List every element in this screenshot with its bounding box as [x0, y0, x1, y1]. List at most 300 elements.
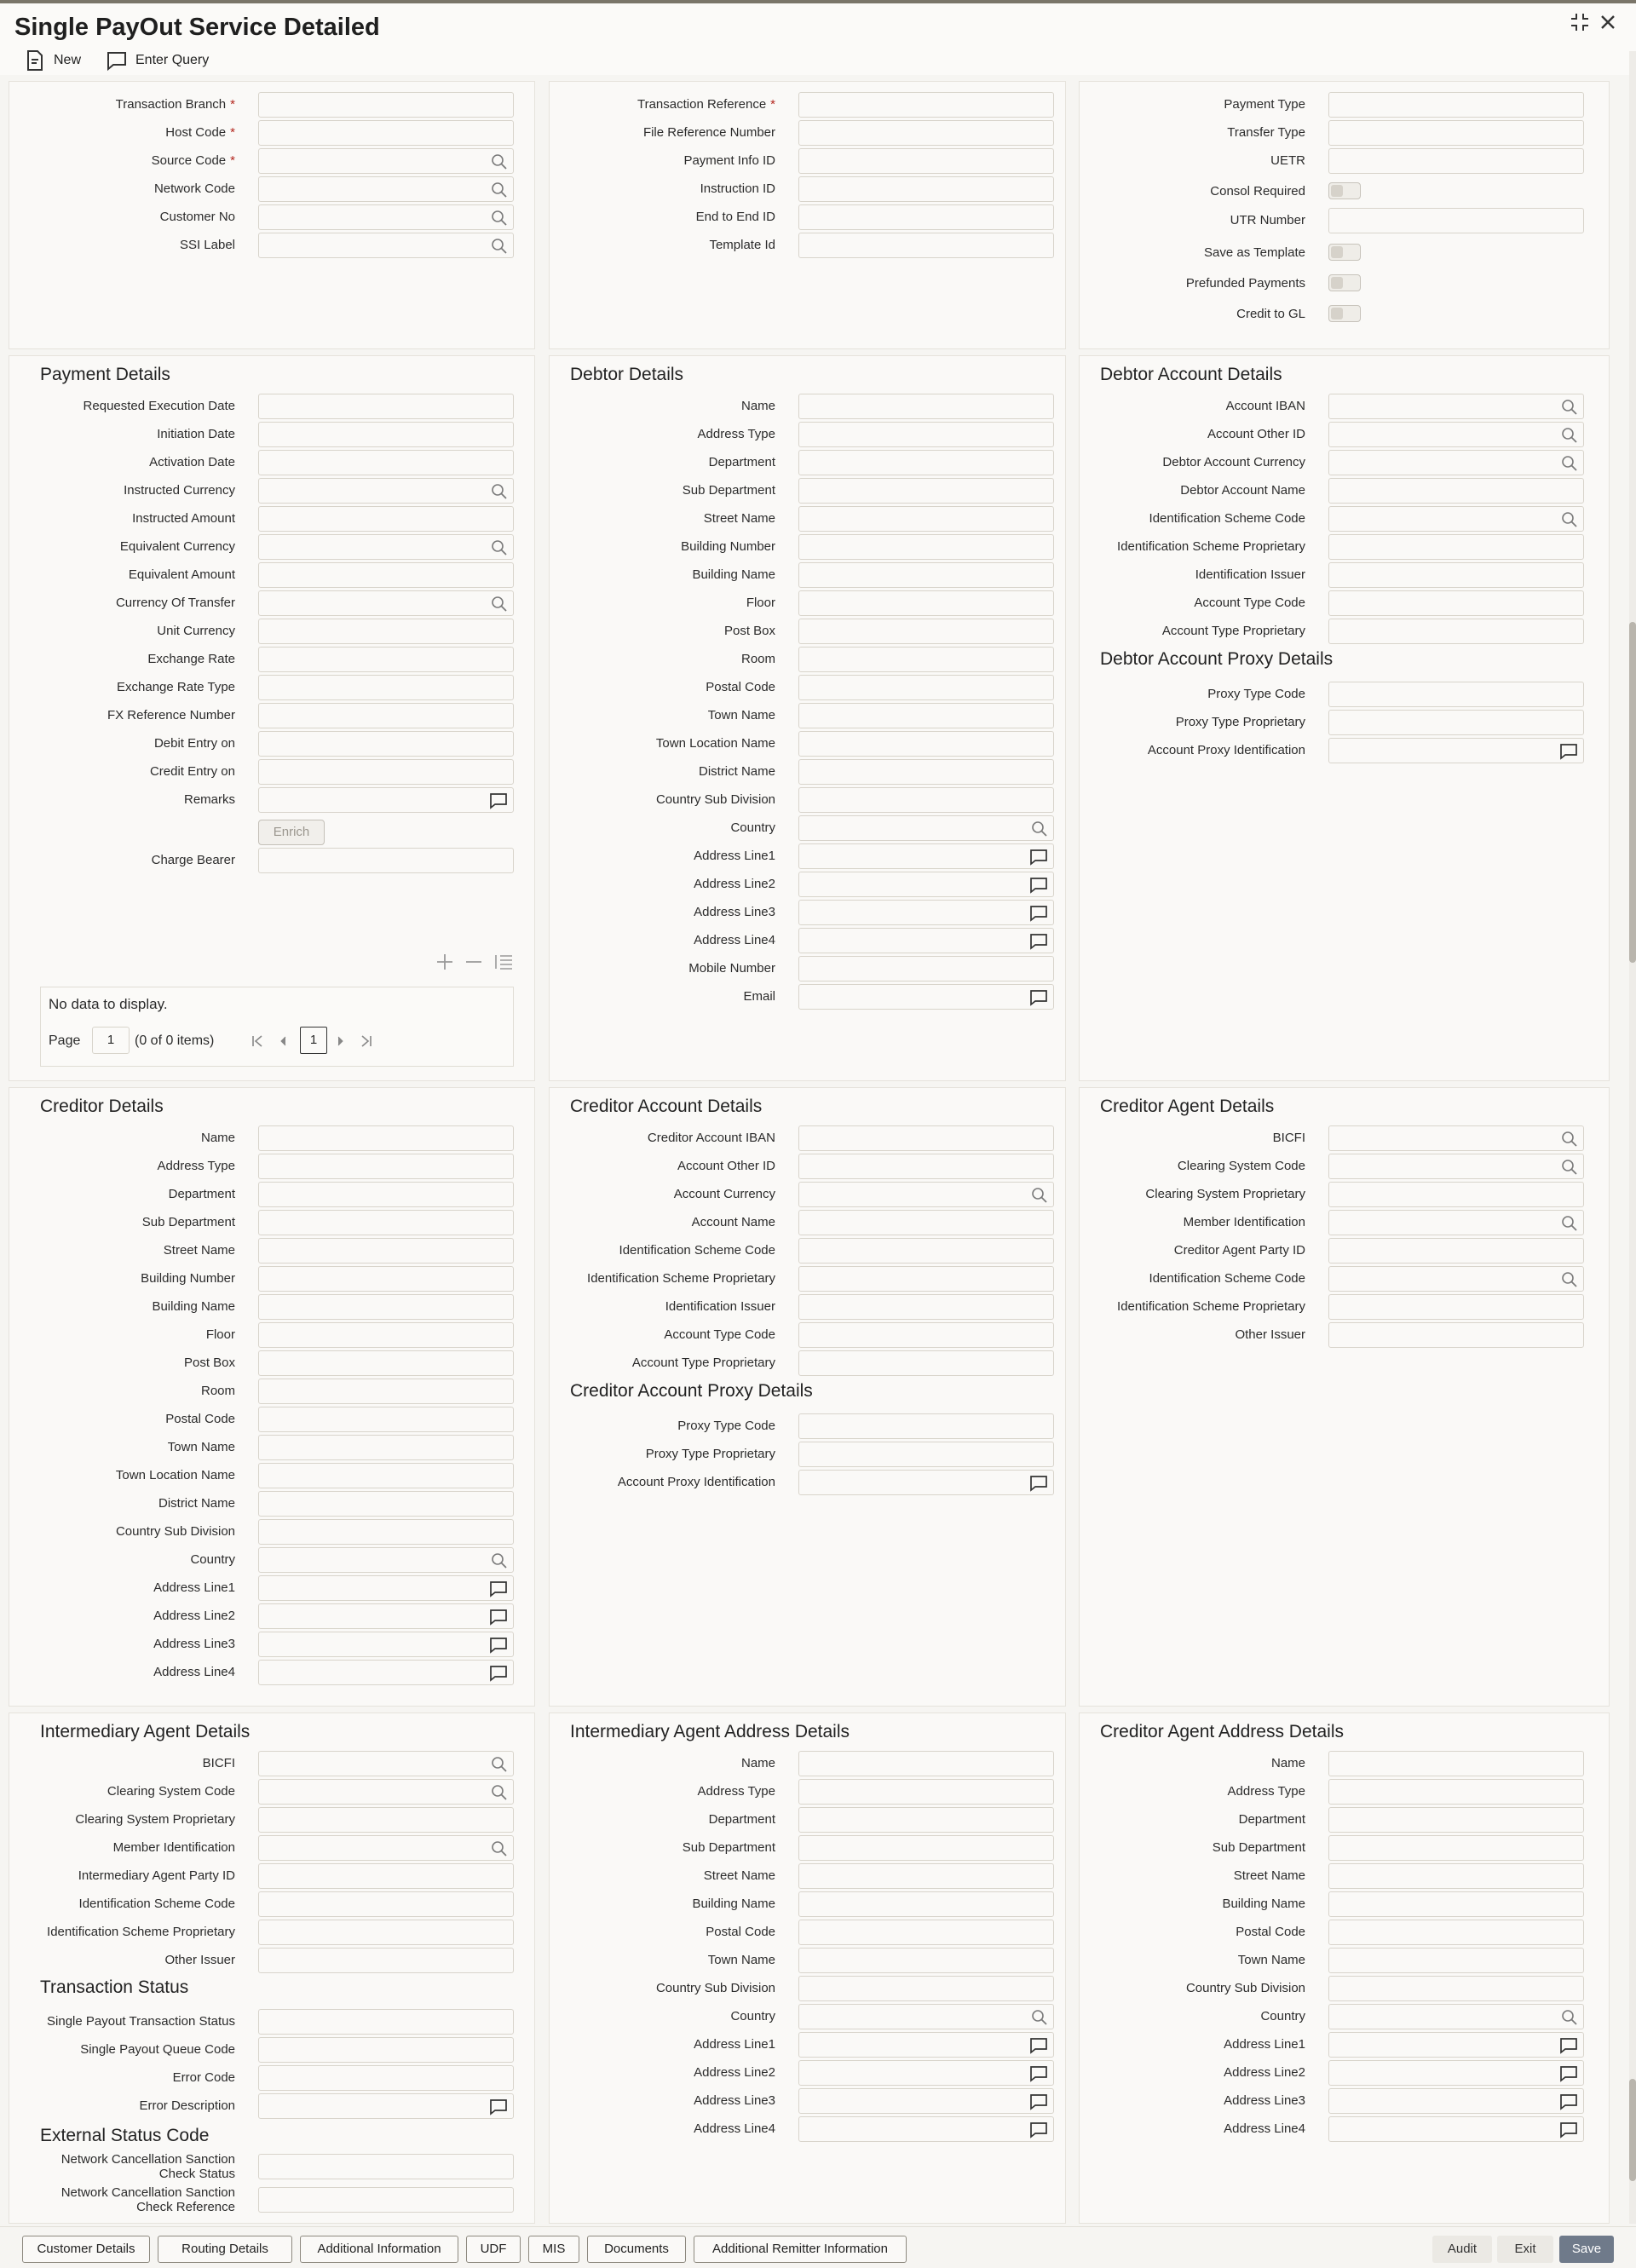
collapse-icon[interactable]: [1570, 12, 1590, 38]
bicfi-input[interactable]: [1328, 1125, 1584, 1151]
identification-scheme-proprietary-input[interactable]: [1328, 1294, 1584, 1320]
comment-icon[interactable]: [1029, 849, 1048, 870]
transaction-branch-input[interactable]: [258, 92, 514, 118]
comment-icon[interactable]: [1029, 933, 1048, 954]
district-name-input[interactable]: [258, 1491, 514, 1517]
town-location-name-input[interactable]: [798, 731, 1054, 757]
town-name-label-text: Town Name: [167, 1440, 235, 1454]
prev-page-icon[interactable]: [278, 1034, 288, 1052]
postal-code-label: [1236, 1925, 1305, 1939]
single-payout-transaction-status-input[interactable]: [258, 2009, 514, 2035]
save-button[interactable]: Save: [1559, 2236, 1614, 2263]
file-reference-number-input[interactable]: [798, 120, 1054, 146]
country-input[interactable]: [1328, 2004, 1584, 2029]
member-identification-label-text: Member Identification: [112, 1840, 235, 1855]
address-line1-input[interactable]: [1328, 2032, 1584, 2058]
footer-tab-additional-information[interactable]: Additional Information: [300, 2236, 458, 2263]
street-name-input[interactable]: [798, 506, 1054, 532]
debtor-account-name-input[interactable]: [1328, 478, 1584, 504]
utr-number-label-text: UTR Number: [1230, 213, 1305, 227]
name-input[interactable]: [258, 1125, 514, 1151]
file-reference-number-label: [643, 125, 775, 140]
search-icon[interactable]: [491, 596, 508, 617]
proxy-type-code-input[interactable]: [1328, 682, 1584, 707]
comment-icon[interactable]: [1559, 2065, 1578, 2087]
creditor-agent-party-id-input[interactable]: [1328, 1238, 1584, 1264]
identification-issuer-label: [665, 1299, 775, 1314]
comment-icon[interactable]: [489, 2098, 508, 2120]
account-proxy-identification-label-text: Account Proxy Identification: [617, 1475, 775, 1489]
prefunded-payments-toggle[interactable]: [1328, 274, 1361, 291]
account-type-code-input[interactable]: [1328, 590, 1584, 616]
instructed-currency-input[interactable]: [258, 478, 514, 504]
town-name-input[interactable]: [258, 1435, 514, 1460]
address-type-input[interactable]: [258, 1154, 514, 1179]
exit-button[interactable]: Exit: [1497, 2236, 1553, 2263]
postal-code-input[interactable]: [798, 675, 1054, 700]
comment-icon[interactable]: [489, 1580, 508, 1602]
remarks-label-text: Remarks: [183, 792, 235, 807]
identification-scheme-proprietary-input[interactable]: [258, 1920, 514, 1945]
proxy-type-code-label-text: Proxy Type Code: [1207, 687, 1305, 701]
search-icon[interactable]: [491, 539, 508, 561]
identification-scheme-code-input[interactable]: [798, 1238, 1054, 1264]
search-icon[interactable]: [491, 181, 508, 203]
post-box-input[interactable]: [258, 1350, 514, 1376]
network-cancellation-sanction-check-reference-label-line1: Network Cancellation Sanction: [60, 2185, 235, 2200]
address-line2-label: [1224, 2065, 1305, 2080]
comment-icon[interactable]: [489, 1609, 508, 1630]
footer-tab-mis[interactable]: MIS: [528, 2236, 579, 2263]
scrollbar-thumb-lower[interactable]: [1629, 2079, 1636, 2181]
currency-of-transfer-input[interactable]: [258, 590, 514, 616]
clearing-system-code-input[interactable]: [1328, 1154, 1584, 1179]
account-type-proprietary-label-text: Account Type Proprietary: [631, 1356, 775, 1370]
address-line2-input[interactable]: [1328, 2060, 1584, 2086]
street-name-label-text: Street Name: [703, 1868, 775, 1883]
address-line2-input[interactable]: [258, 1603, 514, 1629]
country-input[interactable]: [258, 1547, 514, 1573]
comment-icon[interactable]: [1559, 743, 1578, 764]
postal-code-input[interactable]: [258, 1407, 514, 1432]
account-currency-input[interactable]: [798, 1182, 1054, 1207]
account-name-input[interactable]: [798, 1210, 1054, 1235]
identification-scheme-code-label-text: Identification Scheme Code: [1149, 511, 1305, 526]
comment-icon[interactable]: [1029, 877, 1048, 898]
host-code-input[interactable]: [258, 120, 514, 146]
other-issuer-input[interactable]: [258, 1948, 514, 1973]
country-sub-division-label: [1186, 1981, 1305, 1995]
single-payout-queue-code-input[interactable]: [258, 2037, 514, 2063]
address-line4-label: [694, 933, 775, 947]
credit-entry-on-input[interactable]: [258, 759, 514, 785]
building-number-input[interactable]: [798, 534, 1054, 560]
account-other-id-label-text: Account Other ID: [1207, 427, 1305, 441]
account-proxy-identification-input[interactable]: [798, 1470, 1054, 1495]
town-name-input[interactable]: [798, 703, 1054, 728]
account-type-proprietary-input[interactable]: [1328, 619, 1584, 644]
account-other-id-input[interactable]: [1328, 422, 1584, 447]
end-to-end-id-input[interactable]: [798, 204, 1054, 230]
address-line3-input[interactable]: [798, 900, 1054, 925]
identification-issuer-input[interactable]: [798, 1294, 1054, 1320]
address-line3-input[interactable]: [798, 2088, 1054, 2114]
equivalent-amount-input[interactable]: [258, 562, 514, 588]
account-type-code-label: [1194, 596, 1305, 610]
search-icon[interactable]: [1561, 455, 1578, 476]
account-iban-input[interactable]: [1328, 394, 1584, 419]
post-box-label: [184, 1356, 235, 1370]
proxy-type-proprietary-label-text: Proxy Type Proprietary: [1175, 715, 1305, 729]
credit-to-gl-toggle[interactable]: [1328, 305, 1361, 322]
clearing-system-code-input[interactable]: [258, 1779, 514, 1805]
address-line4-input[interactable]: [798, 928, 1054, 953]
single-payout-transaction-status-label-text: Single Payout Transaction Status: [47, 2014, 235, 2029]
account-proxy-identification-input[interactable]: [1328, 738, 1584, 763]
add-row-icon[interactable]: [435, 953, 454, 976]
toolbar: [0, 46, 1636, 75]
payment-type-input[interactable]: [1328, 92, 1584, 118]
search-icon[interactable]: [491, 1552, 508, 1574]
sub-department-input[interactable]: [798, 1835, 1054, 1861]
proxy-type-proprietary-input[interactable]: [798, 1442, 1054, 1467]
district-name-input[interactable]: [798, 759, 1054, 785]
search-icon[interactable]: [1561, 511, 1578, 532]
name-input[interactable]: [798, 394, 1054, 419]
country-input[interactable]: [798, 815, 1054, 841]
identification-scheme-code-input[interactable]: [258, 1891, 514, 1917]
country-sub-division-input[interactable]: [798, 1976, 1054, 2001]
address-line1-input[interactable]: [258, 1575, 514, 1601]
identification-issuer-label-text: Identification Issuer: [1195, 567, 1305, 582]
address-line1-input[interactable]: [798, 2032, 1054, 2058]
network-cancellation-sanction-check-status-label-line2: Check Status: [158, 2167, 235, 2181]
address-line4-label-text: Address Line4: [1224, 2121, 1305, 2136]
last-page-icon[interactable]: [360, 1034, 373, 1052]
new-label: New: [54, 53, 82, 67]
address-line2-label-text: Address Line2: [694, 877, 775, 891]
town-location-name-input[interactable]: [258, 1463, 514, 1488]
search-icon[interactable]: [1561, 1215, 1578, 1236]
building-name-input[interactable]: [1328, 1891, 1584, 1917]
address-type-input[interactable]: [798, 1779, 1054, 1805]
single-payout-transaction-status-label: [47, 2014, 235, 2029]
postal-code-input[interactable]: [798, 1920, 1054, 1945]
identification-scheme-proprietary-input[interactable]: [1328, 534, 1584, 560]
address-line2-input[interactable]: [798, 872, 1054, 897]
debtor-account-currency-label: [1162, 455, 1305, 469]
utr-number-input[interactable]: [1328, 208, 1584, 233]
comment-icon[interactable]: [1029, 2037, 1048, 2058]
remarks-input[interactable]: [258, 787, 514, 813]
new-button[interactable]: [24, 49, 81, 72]
first-page-icon[interactable]: [251, 1034, 264, 1052]
payment-info-id-label-text: Payment Info ID: [683, 153, 775, 168]
creditor-account-iban-input[interactable]: [798, 1125, 1054, 1151]
room-label-text: Room: [740, 652, 775, 666]
other-issuer-input[interactable]: [1328, 1322, 1584, 1348]
network-cancellation-sanction-check-reference-input[interactable]: [258, 2187, 514, 2213]
search-icon[interactable]: [1561, 399, 1578, 420]
prefunded-payments-label: [1186, 276, 1305, 291]
comment-icon[interactable]: [1559, 2093, 1578, 2115]
pagination-count: (0 of 0 items): [135, 1033, 215, 1048]
address-line4-input[interactable]: [258, 1660, 514, 1685]
exchange-rate-type-input[interactable]: [258, 675, 514, 700]
scrollbar-thumb[interactable]: [1629, 622, 1636, 963]
account-type-proprietary-input[interactable]: [798, 1350, 1054, 1376]
email-label-text: Email: [743, 989, 775, 1004]
post-box-input[interactable]: [798, 619, 1054, 644]
address-type-input[interactable]: [798, 422, 1054, 447]
search-icon[interactable]: [1031, 2009, 1048, 2030]
proxy-type-proprietary-label: [646, 1447, 775, 1461]
search-icon[interactable]: [491, 210, 508, 231]
credit-entry-on-label-text: Credit Entry on: [149, 764, 235, 779]
charge-bearer-input[interactable]: [258, 848, 514, 873]
town-name-label: [168, 1440, 235, 1454]
template-id-input[interactable]: [798, 233, 1054, 258]
comment-icon[interactable]: [1029, 1475, 1048, 1496]
name-input[interactable]: [1328, 1751, 1584, 1776]
member-identification-input[interactable]: [258, 1835, 514, 1861]
bicfi-label: [203, 1756, 235, 1770]
address-line4-input[interactable]: [798, 2116, 1054, 2142]
comment-icon[interactable]: [489, 1637, 508, 1658]
creditor-account-details-panel: [549, 1087, 1066, 1707]
footer-tab-customer-details[interactable]: Customer Details: [22, 2236, 150, 2263]
exchange-rate-label: [147, 652, 235, 666]
search-icon[interactable]: [1561, 1271, 1578, 1292]
requested-execution-date-input[interactable]: [258, 394, 514, 419]
source-code-input[interactable]: [258, 148, 514, 174]
address-type-input[interactable]: [1328, 1779, 1584, 1805]
search-icon[interactable]: [491, 153, 508, 175]
name-input[interactable]: [798, 1751, 1054, 1776]
activation-date-label-text: Activation Date: [149, 455, 235, 469]
ssi-label-input[interactable]: [258, 233, 514, 258]
room-input[interactable]: [798, 647, 1054, 672]
account-type-code-input[interactable]: [798, 1322, 1054, 1348]
floor-input[interactable]: [258, 1322, 514, 1348]
sub-department-input[interactable]: [798, 478, 1054, 504]
search-icon[interactable]: [1561, 1131, 1578, 1152]
prefunded-payments-label-text: Prefunded Payments: [1185, 276, 1305, 291]
error-description-input[interactable]: [258, 2093, 514, 2119]
columns-list-icon[interactable]: [493, 953, 514, 976]
consol-required-toggle[interactable]: [1328, 182, 1361, 199]
clearing-system-proprietary-input[interactable]: [1328, 1182, 1584, 1207]
comment-icon[interactable]: [1029, 989, 1048, 1010]
town-name-input[interactable]: [798, 1948, 1054, 1973]
creditor-agent-party-id-label: [1174, 1243, 1305, 1258]
comment-icon[interactable]: [1029, 2065, 1048, 2087]
comment-icon[interactable]: [1029, 2093, 1048, 2115]
building-name-input[interactable]: [258, 1294, 514, 1320]
address-line3-label-text: Address Line3: [694, 905, 775, 919]
close-icon[interactable]: [1598, 12, 1618, 38]
search-icon[interactable]: [1031, 820, 1048, 842]
account-iban-label-text: Account IBAN: [1225, 399, 1305, 413]
transaction-branch-label: [116, 97, 235, 112]
footer-tab-additional-remitter-information[interactable]: Additional Remitter Information: [694, 2236, 907, 2263]
sub-department-input[interactable]: [1328, 1835, 1584, 1861]
room-label: [201, 1384, 235, 1398]
country-input[interactable]: [798, 2004, 1054, 2029]
address-line3-input[interactable]: [1328, 2088, 1584, 2114]
street-name-input[interactable]: [1328, 1863, 1584, 1889]
network-cancellation-sanction-check-reference-label-line2: Check Reference: [136, 2200, 235, 2214]
department-input[interactable]: [798, 450, 1054, 475]
payment-details-grid: [40, 987, 514, 1067]
clearing-system-proprietary-label: [75, 1812, 235, 1827]
identification-issuer-input[interactable]: [1328, 562, 1584, 588]
clearing-system-proprietary-input[interactable]: [258, 1807, 514, 1833]
charge-bearer-label-text: Charge Bearer: [151, 853, 235, 867]
footer-tab-routing-details[interactable]: Routing Details: [158, 2236, 292, 2263]
debtor-account-currency-input[interactable]: [1328, 450, 1584, 475]
unit-currency-input[interactable]: [258, 619, 514, 644]
postal-code-input[interactable]: [1328, 1920, 1584, 1945]
account-type-code-label-text: Account Type Code: [1194, 596, 1305, 610]
fx-reference-number-input[interactable]: [258, 703, 514, 728]
activation-date-input[interactable]: [258, 450, 514, 475]
address-line4-input[interactable]: [1328, 2116, 1584, 2142]
search-icon[interactable]: [491, 1756, 508, 1777]
uetr-input[interactable]: [1328, 148, 1584, 174]
network-code-input[interactable]: [258, 176, 514, 202]
section-title-external-status-code: External Status Code: [40, 2126, 210, 2145]
equivalent-currency-input[interactable]: [258, 534, 514, 560]
department-input[interactable]: [258, 1182, 514, 1207]
clearing-system-proprietary-label-text: Clearing System Proprietary: [1145, 1187, 1305, 1201]
intermediary-agent-party-id-input[interactable]: [258, 1863, 514, 1889]
debit-entry-on-input[interactable]: [258, 731, 514, 757]
comment-icon[interactable]: [1559, 2037, 1578, 2058]
audit-button[interactable]: Audit: [1432, 2236, 1492, 2263]
search-icon[interactable]: [1031, 1187, 1048, 1208]
title-bar: [0, 3, 1636, 49]
intermediary-agent-address-panel: [549, 1713, 1066, 2224]
address-line4-label-text: Address Line4: [694, 2121, 775, 2136]
town-name-label: [1238, 1953, 1305, 1967]
proxy-type-code-input[interactable]: [798, 1413, 1054, 1439]
country-sub-division-input[interactable]: [258, 1519, 514, 1545]
pagination-page-input[interactable]: 1: [92, 1027, 130, 1054]
account-other-id-input[interactable]: [798, 1154, 1054, 1179]
identification-scheme-code-label-text: Identification Scheme Code: [78, 1897, 235, 1911]
department-input[interactable]: [1328, 1807, 1584, 1833]
district-name-label: [699, 764, 775, 779]
address-line3-input[interactable]: [258, 1632, 514, 1657]
identification-scheme-code-input[interactable]: [1328, 1266, 1584, 1292]
town-name-input[interactable]: [1328, 1948, 1584, 1973]
instructed-amount-input[interactable]: [258, 506, 514, 532]
exchange-rate-input[interactable]: [258, 647, 514, 672]
customer-no-input[interactable]: [258, 204, 514, 230]
street-name-input[interactable]: [258, 1238, 514, 1264]
credit-entry-on-label: [150, 764, 235, 779]
account-iban-label: [1226, 399, 1305, 413]
enter-query-button[interactable]: [106, 49, 209, 72]
floor-input[interactable]: [798, 590, 1054, 616]
email-input[interactable]: [798, 984, 1054, 1010]
transaction-reference-input[interactable]: [798, 92, 1054, 118]
remove-row-icon[interactable]: [464, 953, 483, 976]
sub-department-label: [683, 483, 775, 498]
save-as-template-toggle[interactable]: [1328, 244, 1361, 261]
search-icon[interactable]: [491, 238, 508, 259]
address-line1-label: [1224, 2037, 1305, 2052]
required-marker: *: [770, 97, 775, 112]
vertical-scrollbar[interactable]: [1629, 51, 1636, 2224]
identification-scheme-proprietary-label-text: Identification Scheme Proprietary: [1117, 539, 1305, 554]
search-icon[interactable]: [1561, 1159, 1578, 1180]
utr-number-label: [1230, 213, 1305, 227]
country-label-text: Country: [730, 2009, 775, 2023]
transfer-type-input[interactable]: [1328, 120, 1584, 146]
country-sub-division-input[interactable]: [798, 787, 1054, 813]
street-name-input[interactable]: [798, 1863, 1054, 1889]
room-input[interactable]: [258, 1379, 514, 1404]
network-cancellation-sanction-check-status-input[interactable]: [258, 2154, 514, 2179]
comment-icon[interactable]: [1029, 905, 1048, 926]
building-name-input[interactable]: [798, 1891, 1054, 1917]
payment-info-id-input[interactable]: [798, 148, 1054, 174]
sub-department-input[interactable]: [258, 1210, 514, 1235]
identification-scheme-code-input[interactable]: [1328, 506, 1584, 532]
bicfi-input[interactable]: [258, 1751, 514, 1776]
building-number-input[interactable]: [258, 1266, 514, 1292]
search-icon[interactable]: [1561, 2009, 1578, 2030]
country-sub-division-input[interactable]: [1328, 1976, 1584, 2001]
enrich-button[interactable]: Enrich: [258, 820, 325, 845]
creditor-agent-details-panel: [1079, 1087, 1610, 1707]
instruction-id-input[interactable]: [798, 176, 1054, 202]
comment-icon[interactable]: [1029, 2121, 1048, 2143]
identification-scheme-proprietary-input[interactable]: [798, 1266, 1054, 1292]
footer-tab-documents[interactable]: Documents: [587, 2236, 686, 2263]
address-line4-label-text: Address Line4: [694, 933, 775, 947]
search-icon[interactable]: [491, 1840, 508, 1862]
comment-icon[interactable]: [1559, 2121, 1578, 2143]
name-label-text: Name: [740, 399, 775, 413]
next-page-icon[interactable]: [336, 1034, 346, 1052]
template-id-label-text: Template Id: [709, 238, 775, 252]
building-name-input[interactable]: [798, 562, 1054, 588]
search-icon[interactable]: [491, 1784, 508, 1805]
account-proxy-identification-label: [1148, 743, 1305, 757]
street-name-label-text: Street Name: [163, 1243, 235, 1258]
comment-icon[interactable]: [489, 1665, 508, 1686]
current-page-box[interactable]: 1: [300, 1027, 327, 1054]
footer-tab-udf[interactable]: UDF: [466, 2236, 521, 2263]
proxy-type-proprietary-input[interactable]: [1328, 710, 1584, 735]
department-input[interactable]: [798, 1807, 1054, 1833]
member-identification-input[interactable]: [1328, 1210, 1584, 1235]
search-icon[interactable]: [491, 483, 508, 504]
search-icon[interactable]: [1561, 427, 1578, 448]
address-line2-input[interactable]: [798, 2060, 1054, 2086]
address-line1-input[interactable]: [798, 843, 1054, 869]
comment-icon[interactable]: [489, 792, 508, 814]
mobile-number-input[interactable]: [798, 956, 1054, 981]
address-line3-label-text: Address Line3: [1224, 2093, 1305, 2108]
sub-department-label: [1213, 1840, 1305, 1855]
country-sub-division-label-text: Country Sub Division: [1185, 1981, 1305, 1995]
error-code-input[interactable]: [258, 2065, 514, 2091]
initiation-date-input[interactable]: [258, 422, 514, 447]
